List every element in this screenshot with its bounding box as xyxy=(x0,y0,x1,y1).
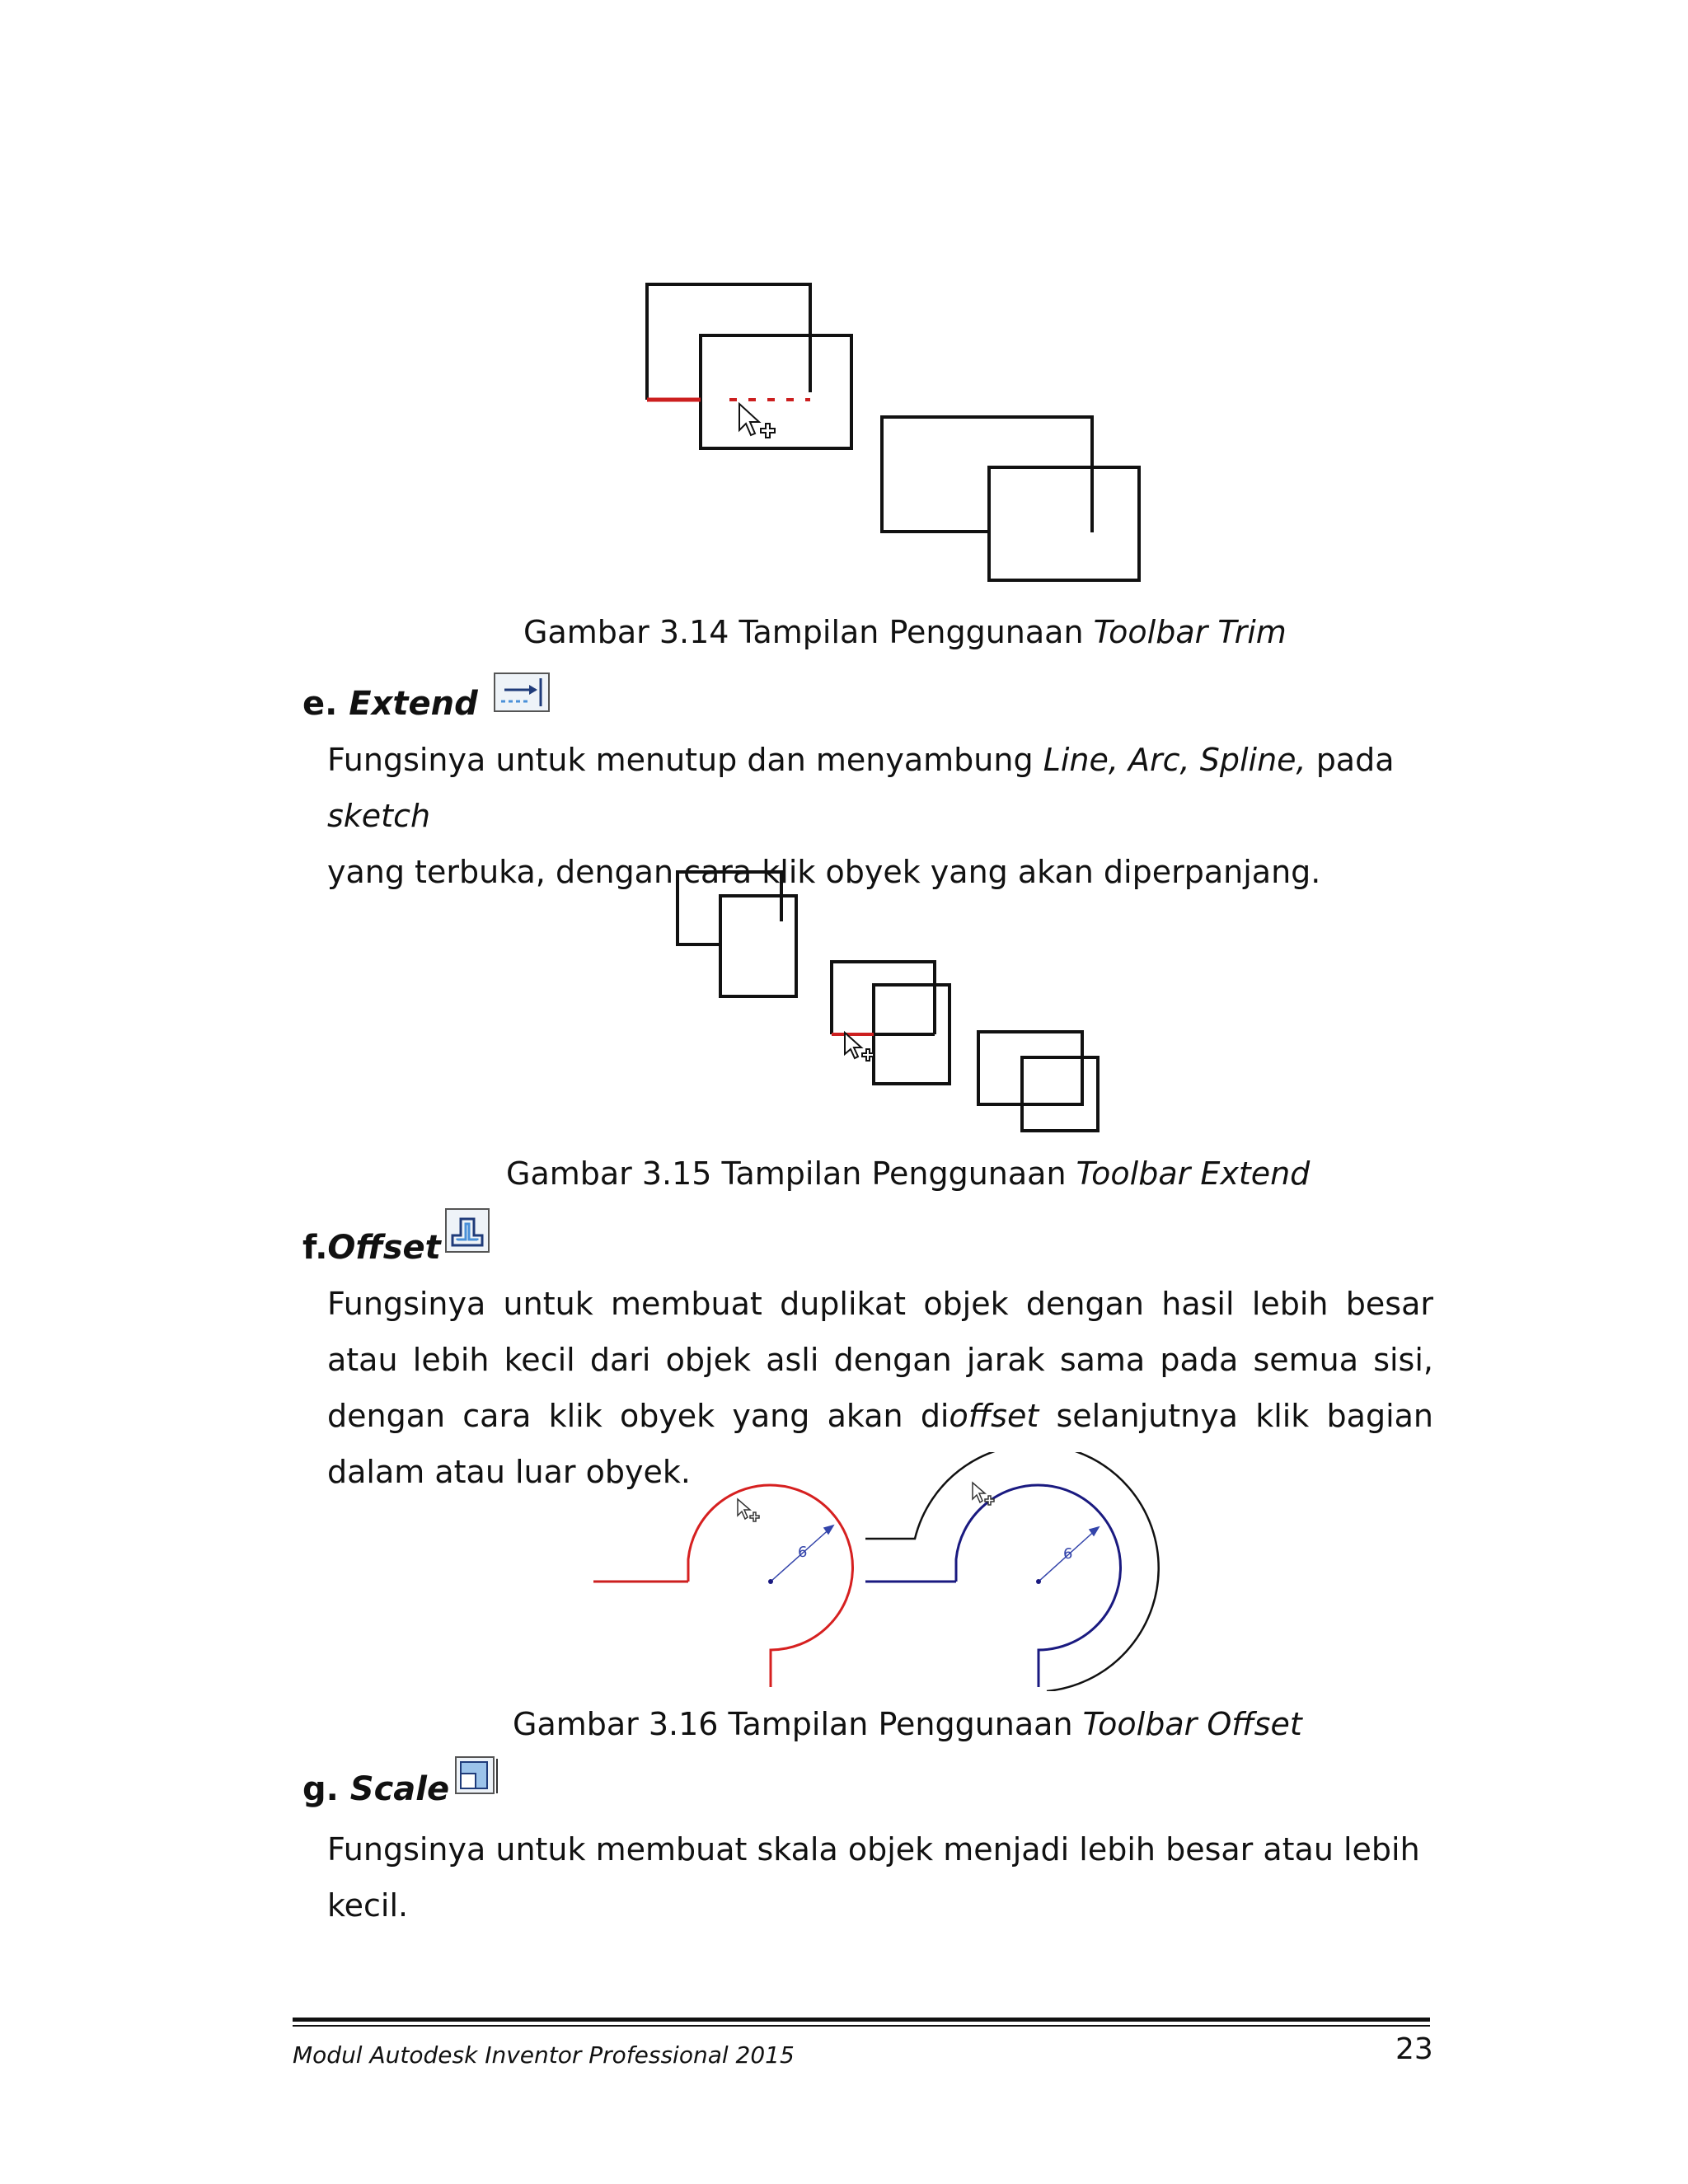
extend-figure-caption: Gambar 3.15 Tampilan Penggunaan Toolbar Extend xyxy=(506,1155,1311,1192)
extend-rect-b3 xyxy=(1022,1057,1098,1131)
extend-heading: e. Extend xyxy=(302,672,552,723)
offset-left-arc xyxy=(688,1485,852,1687)
offset-description: Fungsinya untuk membuat duplikat objek dengan hasil lebih besar atau lebih kecil dari objek asli dengan jarak sama pada semua sisi, dengan cara klik obyek yang akan dioffset selanjutnya klik bagian dalam atau luar obyek. xyxy=(327,1286,1433,1490)
extend-rect-a1 xyxy=(678,872,781,944)
trim-cursor-icon xyxy=(739,404,775,438)
offset-left-cursor-icon xyxy=(738,1499,759,1521)
footer-rule-thick xyxy=(293,2018,1430,2022)
extend-rect-a3 xyxy=(978,1032,1082,1104)
offset-heading: f. Offset xyxy=(302,1207,490,1267)
trim-result-rect-a xyxy=(882,417,1092,532)
scale-description: Fungsinya untuk membuat skala objek menjadi lebih besar atau lebih kecil. xyxy=(327,1831,1420,1924)
offset-tool-icon[interactable] xyxy=(444,1207,490,1262)
trim-rect-b xyxy=(701,335,851,448)
page-number: 23 xyxy=(1395,2032,1433,2066)
offset-figure xyxy=(589,1452,1166,1691)
offset-right-dimension-value: 6 xyxy=(1063,1545,1073,1563)
offset-figure-caption: Gambar 3.16 Tampilan Penggunaan Toolbar Offset xyxy=(513,1706,1302,1742)
trim-rect-a xyxy=(647,284,810,400)
footer-rule-thin xyxy=(293,2025,1430,2027)
offset-right-cursor-icon xyxy=(973,1483,994,1505)
offset-result-profile xyxy=(865,1452,1159,1691)
extend-tool-icon[interactable] xyxy=(493,672,552,723)
extend-rect-a2 xyxy=(832,962,935,1034)
extend-cursor-icon xyxy=(845,1033,874,1061)
offset-right-arc xyxy=(956,1485,1120,1687)
extend-rect-b1 xyxy=(720,896,796,996)
offset-left-dimension-value: 6 xyxy=(798,1544,808,1561)
extend-description: Fungsinya untuk menutup dan menyambung Line, Arc, Spline, pada sketch yang terbuka, dengan cara klik obyek yang akan diperpanjang. xyxy=(327,742,1395,890)
trim-figure xyxy=(602,272,1162,593)
extend-figure xyxy=(659,857,1121,1137)
trim-result-rect-b xyxy=(989,467,1139,580)
scale-tool-icon[interactable] xyxy=(454,1755,500,1805)
scale-heading: g. Scale xyxy=(302,1755,500,1808)
footer-title: Modul Autodesk Inventor Professional 2015 xyxy=(293,2041,795,2069)
trim-figure-caption: Gambar 3.14 Tampilan Penggunaan Toolbar Trim xyxy=(523,614,1287,650)
